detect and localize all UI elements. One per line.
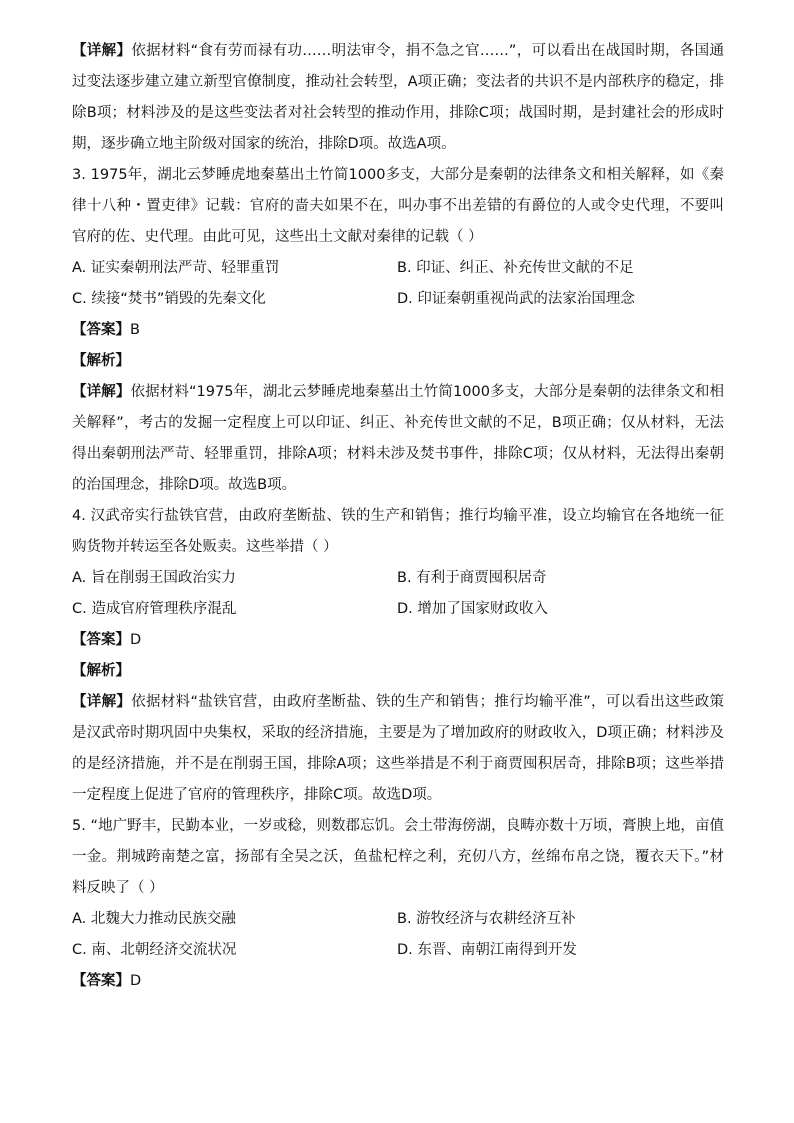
q4-option-c: C. 造成官府管理秩序混乱 bbox=[72, 601, 237, 617]
q2-detail bbox=[72, 36, 724, 160]
q3-detail bbox=[72, 377, 724, 501]
detail-tag: 【详解】 bbox=[72, 694, 132, 710]
q5-options bbox=[72, 904, 724, 966]
answer-value: D bbox=[130, 632, 142, 648]
q5-answer bbox=[72, 966, 724, 997]
q3-analysis bbox=[72, 346, 724, 377]
q3-answer bbox=[72, 315, 724, 346]
q4-option-a: A. 旨在削弱王国政治实力 bbox=[72, 570, 236, 586]
q3-option-b: B. 印证、纠正、补充传世文献的不足 bbox=[397, 260, 634, 276]
q4-stem: 4. 汉武帝实行盐铁官营，由政府垄断盐、铁的生产和销售；推行均输平准，设立均输官在各地统一征购货物并转运至各处贩卖。这些举措（ ） bbox=[72, 508, 724, 555]
q4-answer bbox=[72, 625, 724, 656]
detail-text: 依据材料“食有劳而禄有功……明法审令，捐不急之官……”，可以看出在战国时期，各国通过变法逐步建立建立新型官僚制度，推动社会转型，A项正确；变法者的共识不是内部秩序的稳定，排除B项；材料涉及的是这些变法者对社会转型的推动作用，排除C项；战国时期，是封建社会的形成时期，逐步确立地主阶级对国家的统治，排除D项。故选A项。 bbox=[72, 43, 725, 152]
q3-stem: 3. 1975年，湖北云梦睡虎地秦墓出土竹简1000多支，大部分是秦朝的法律条文和相关解释，如《秦律十八种・置吏律》记载：官府的啬夫如果不在，叫办事不出差错的有爵位的人或令史代理，不要叫官府的佐、史代理。由此可见，这些出土文献对秦律的记载（ ） bbox=[72, 167, 724, 245]
answer-tag: 【答案】 bbox=[72, 973, 130, 989]
detail-text: 依据材料“1975年，湖北云梦睡虎地秦墓出土竹简1000多支，大部分是秦朝的法律条文和相关解释”，考古的发掘一定程度上可以印证、纠正、补充传世文献的不足，B项正确；仅从材料，无法得出秦朝刑法严苛、轻罪重罚，排除A项；材料未涉及焚书事件，排除C项；仅从材料，无法得出秦朝的治国理念，排除D项。故选B项。 bbox=[72, 384, 725, 493]
answer-tag: 【答案】 bbox=[72, 322, 130, 338]
q4-analysis bbox=[72, 656, 724, 687]
q5-option-a: A. 北魏大力推动民族交融 bbox=[72, 911, 236, 927]
q4-option-b: B. 有利于商贾囤积居奇 bbox=[397, 570, 547, 586]
answer-value: B bbox=[130, 322, 140, 338]
detail-text: 依据材料“盐铁官营，由政府垄断盐、铁的生产和销售；推行均输平准”，可以看出这些政策是汉武帝时期巩固中央集权，采取的经济措施，主要是为了增加政府的财政收入，D项正确；材料涉及的是经济措施，并不是在削弱王国，排除A项；这些举措是不利于商贾囤积居奇，排除B项；这些举措一定程度上促进了官府的管理秩序，排除C项。故选D项。 bbox=[72, 694, 724, 803]
document-page bbox=[72, 36, 724, 997]
q5-option-b: B. 游牧经济与农耕经济互补 bbox=[397, 911, 576, 927]
analysis-tag: 【解析】 bbox=[72, 353, 130, 369]
q3-option-c: C. 续接“焚书”销毁的先秦文化 bbox=[72, 291, 266, 307]
q5-option-c: C. 南、北朝经济交流状况 bbox=[72, 942, 237, 958]
answer-tag: 【答案】 bbox=[72, 632, 130, 648]
q4-detail bbox=[72, 687, 724, 811]
q4-option-d: D. 增加了国家财政收入 bbox=[397, 601, 548, 617]
detail-tag: 【详解】 bbox=[72, 43, 132, 59]
q3-option-a: A. 证实秦朝刑法严苛、轻罪重罚 bbox=[72, 260, 280, 276]
detail-tag: 【详解】 bbox=[72, 384, 131, 400]
q3-option-d: D. 印证秦朝重视尚武的法家治国理念 bbox=[397, 291, 635, 307]
q5-option-d: D. 东晋、南朝江南得到开发 bbox=[397, 942, 577, 958]
q3-options bbox=[72, 253, 724, 315]
analysis-tag: 【解析】 bbox=[72, 663, 130, 679]
q5-stem: 5. “地广野丰，民勤本业，一岁或稔，则数郡忘饥。会土带海傍湖，良畴亦数十万顷，膏腴上地，亩值一金。荆城跨南楚之富，扬部有全吴之沃，鱼盐杞梓之利，充仞八方，丝绵布帛之饶，覆衣天下。”材料反映了（ ） bbox=[72, 818, 724, 896]
q4-options bbox=[72, 563, 724, 625]
answer-value: D bbox=[130, 973, 142, 989]
